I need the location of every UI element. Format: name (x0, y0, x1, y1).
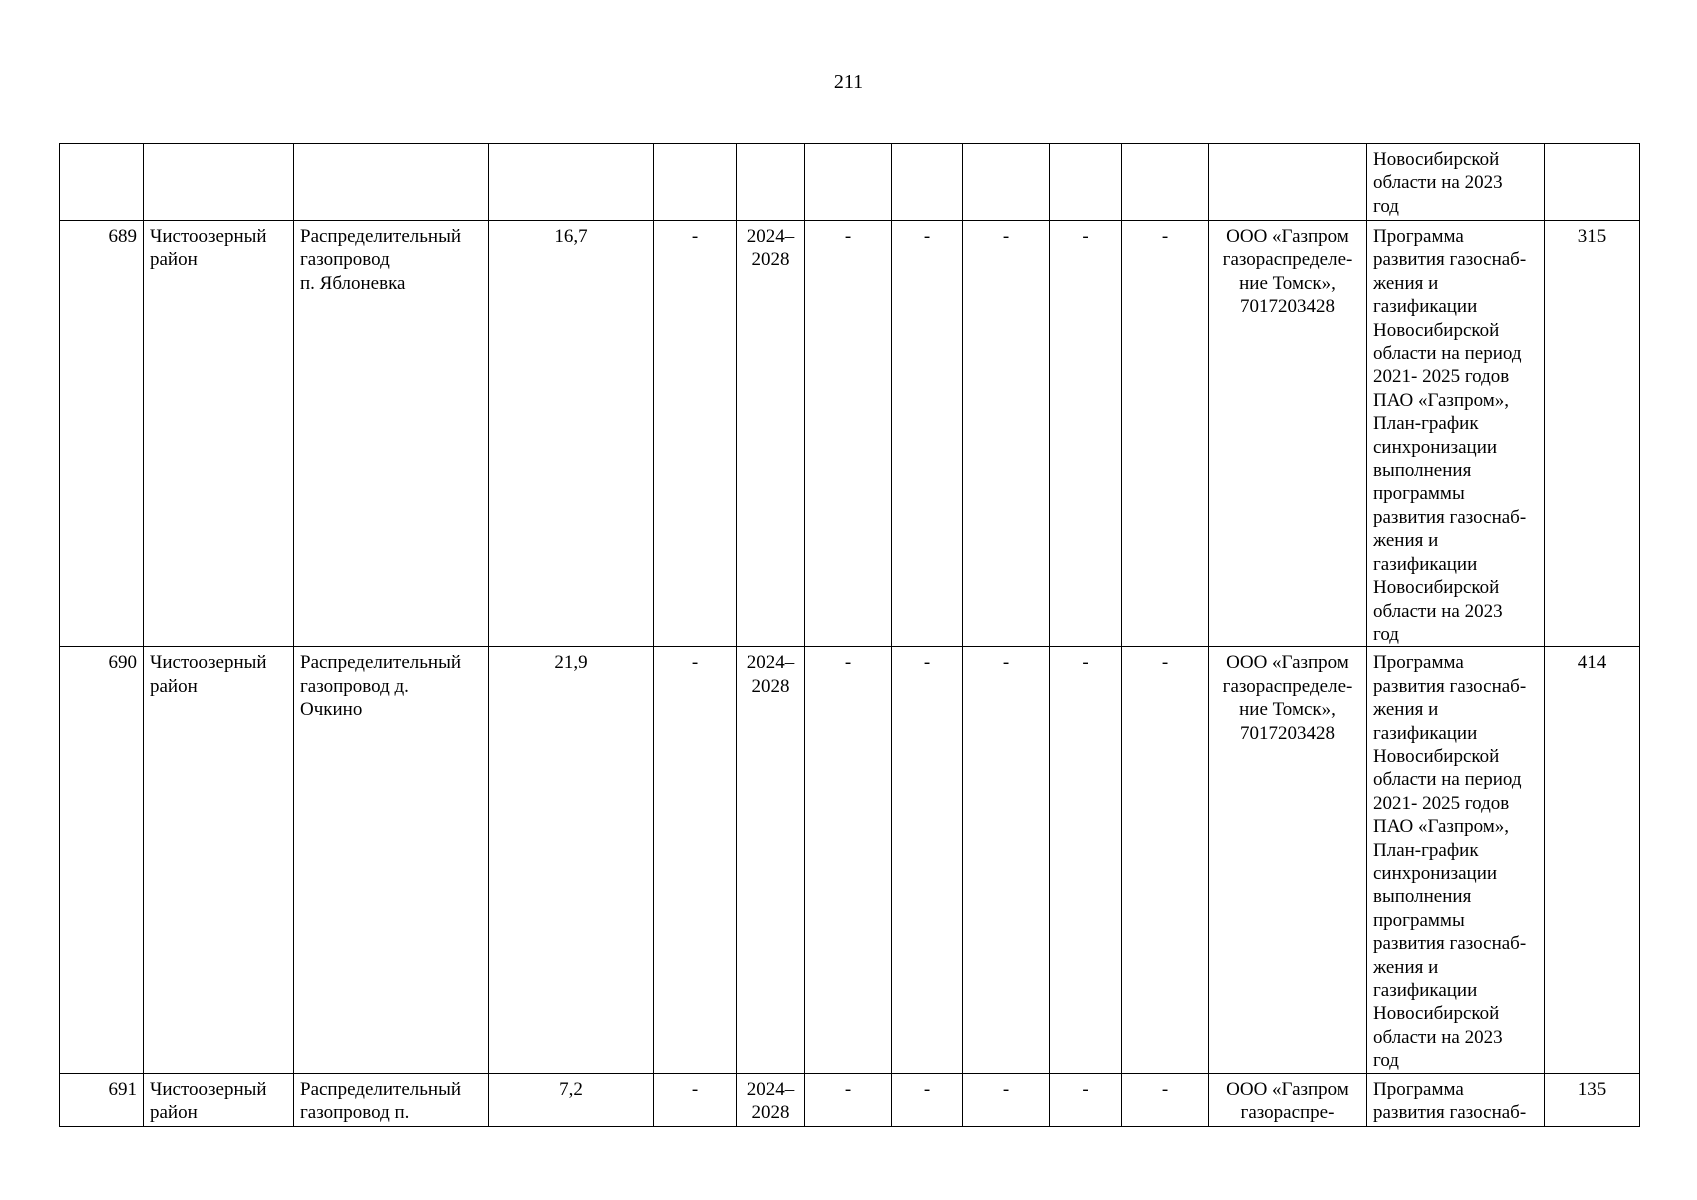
cell-c5: - (654, 647, 737, 1073)
table-row-continuation (60, 144, 1640, 221)
cell-c11: - (1122, 1073, 1209, 1126)
cell-district: Чистоозерный район (144, 647, 294, 1073)
table-row (60, 221, 1640, 647)
cell-c5 (654, 144, 737, 221)
cell-num: 690 (60, 647, 144, 1073)
cell-org (1209, 144, 1367, 221)
cell-district: Чистоозерный район (144, 221, 294, 647)
cell-c5: - (654, 1073, 737, 1126)
cell-c10 (1050, 144, 1122, 221)
page-number: 211 (833, 71, 864, 93)
cell-years: 2024– 2028 (737, 221, 805, 647)
cell-source: Программа развития газоснаб- жения и газификации Новосибирской области на период 2021- 2025 годов ПАО «Газпром», План-график синхронизации выполнения программы развития газоснаб- жения и газификации Новосибирской области на 2023 год (1367, 647, 1545, 1073)
cell-value: 315 (1545, 221, 1640, 647)
cell-c8: - (892, 647, 963, 1073)
cell-object: Распределительный газопровод п. Яблоневка (294, 221, 489, 647)
cell-value: 135 (1545, 1073, 1640, 1126)
cell-c8: - (892, 221, 963, 647)
cell-source: Новосибирской области на 2023 год (1367, 144, 1545, 221)
cell-org: ООО «Газпром газораспределе- ние Томск», 7017203428 (1209, 221, 1367, 647)
cell-org: ООО «Газпром газораспре- (1209, 1073, 1367, 1126)
cell-years: 2024– 2028 (737, 1073, 805, 1126)
cell-num (60, 144, 144, 221)
cell-num: 691 (60, 1073, 144, 1126)
cell-length: 21,9 (489, 647, 654, 1073)
table-row (60, 647, 1640, 1073)
cell-value (1545, 144, 1640, 221)
cell-object: Распределительный газопровод п. (294, 1073, 489, 1126)
cell-c9: - (963, 1073, 1050, 1126)
cell-length: 16,7 (489, 221, 654, 647)
cell-c8 (892, 144, 963, 221)
cell-c10: - (1050, 1073, 1122, 1126)
cell-c8: - (892, 1073, 963, 1126)
cell-c9: - (963, 221, 1050, 647)
table-row (60, 1073, 1640, 1126)
cell-c10: - (1050, 221, 1122, 647)
cell-years (737, 144, 805, 221)
cell-c5: - (654, 221, 737, 647)
cell-object: Распределительный газопровод д. Очкино (294, 647, 489, 1073)
cell-length (489, 144, 654, 221)
cell-district (144, 144, 294, 221)
cell-value: 414 (1545, 647, 1640, 1073)
cell-c7 (805, 144, 892, 221)
cell-c11: - (1122, 647, 1209, 1073)
cell-length: 7,2 (489, 1073, 654, 1126)
cell-c7: - (805, 1073, 892, 1126)
cell-c9 (963, 144, 1050, 221)
cell-c11 (1122, 144, 1209, 221)
cell-c7: - (805, 647, 892, 1073)
cell-c9: - (963, 647, 1050, 1073)
cell-source: Программа развития газоснаб- (1367, 1073, 1545, 1126)
cell-org: ООО «Газпром газораспределе- ние Томск», 7017203428 (1209, 647, 1367, 1073)
cell-c11: - (1122, 221, 1209, 647)
cell-years: 2024– 2028 (737, 647, 805, 1073)
cell-source: Программа развития газоснаб- жения и газификации Новосибирской области на период 2021- 2025 годов ПАО «Газпром», План-график синхронизации выполнения программы развития газоснаб- жения и газификации Новосибирской области на 2023 год (1367, 221, 1545, 647)
cell-num: 689 (60, 221, 144, 647)
cell-object (294, 144, 489, 221)
cell-c10: - (1050, 647, 1122, 1073)
data-table (59, 143, 1640, 1127)
cell-c7: - (805, 221, 892, 647)
cell-district: Чистоозерный район (144, 1073, 294, 1126)
